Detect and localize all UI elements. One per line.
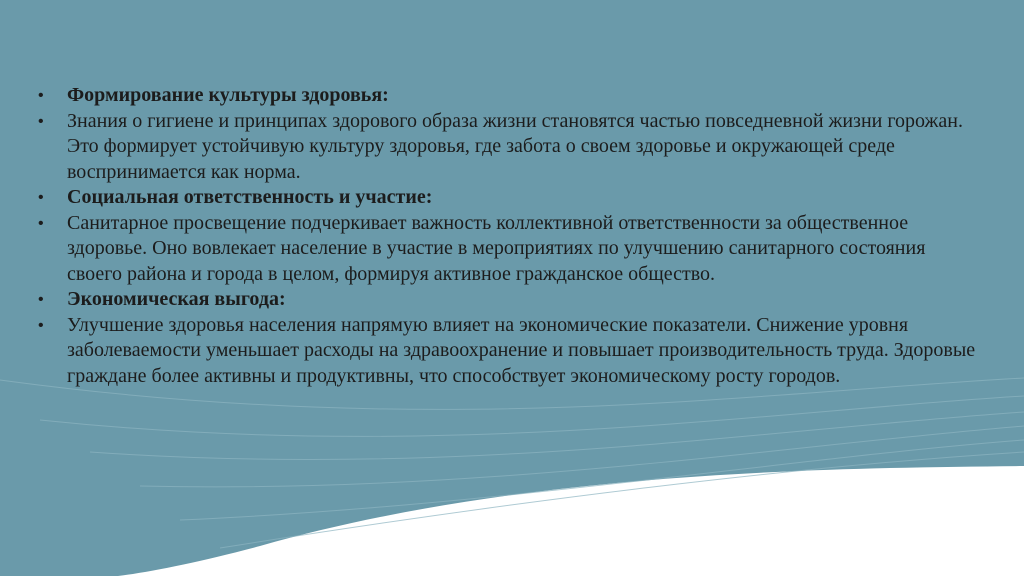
list-item-heading-1 [38,83,978,109]
heading-text: Формирование культуры здоровья: [67,84,389,106]
bullet-icon: • [38,112,44,130]
list-item-body-3 [38,313,978,390]
heading-text: Экономическая выгода: [67,288,286,310]
list-item-body-2 [38,211,978,288]
bullet-icon: • [38,291,44,308]
body-text: Знания о гигиене и принципах здорового образа жизни становятся частью повседневной жизни горожан. Это формирует устойчивую культуру здоровья, где забота о своем здоровье и окружающей среде воспринимается как норма. [67,109,963,183]
list-item-body-1 [38,109,978,186]
bullet-icon: • [38,214,44,232]
bullet-icon: • [38,189,44,206]
body-text: Санитарное просвещение подчеркивает важность коллективной ответственности за общественное здоровье. Оно вовлекает население в участие в мероприятиях по улучшению санитарного состояния своего района и города в целом, формируя активное гражданское общество. [67,211,926,285]
bullet-icon: • [38,87,44,104]
body-text: Улучшение здоровья населения напрямую влияет на экономические показатели. Снижение уровня заболеваемости уменьшает расходы на здравоохранение и повышает производительность труда. Здоровые граждане более активны и продуктивны, что способствует экономическому росту городов. [67,313,976,387]
bullet-icon: • [38,316,44,334]
list-item-heading-3 [38,287,978,313]
bullet-list [38,83,978,389]
list-item-heading-2 [38,185,978,211]
heading-text: Социальная ответственность и участие: [67,186,433,208]
